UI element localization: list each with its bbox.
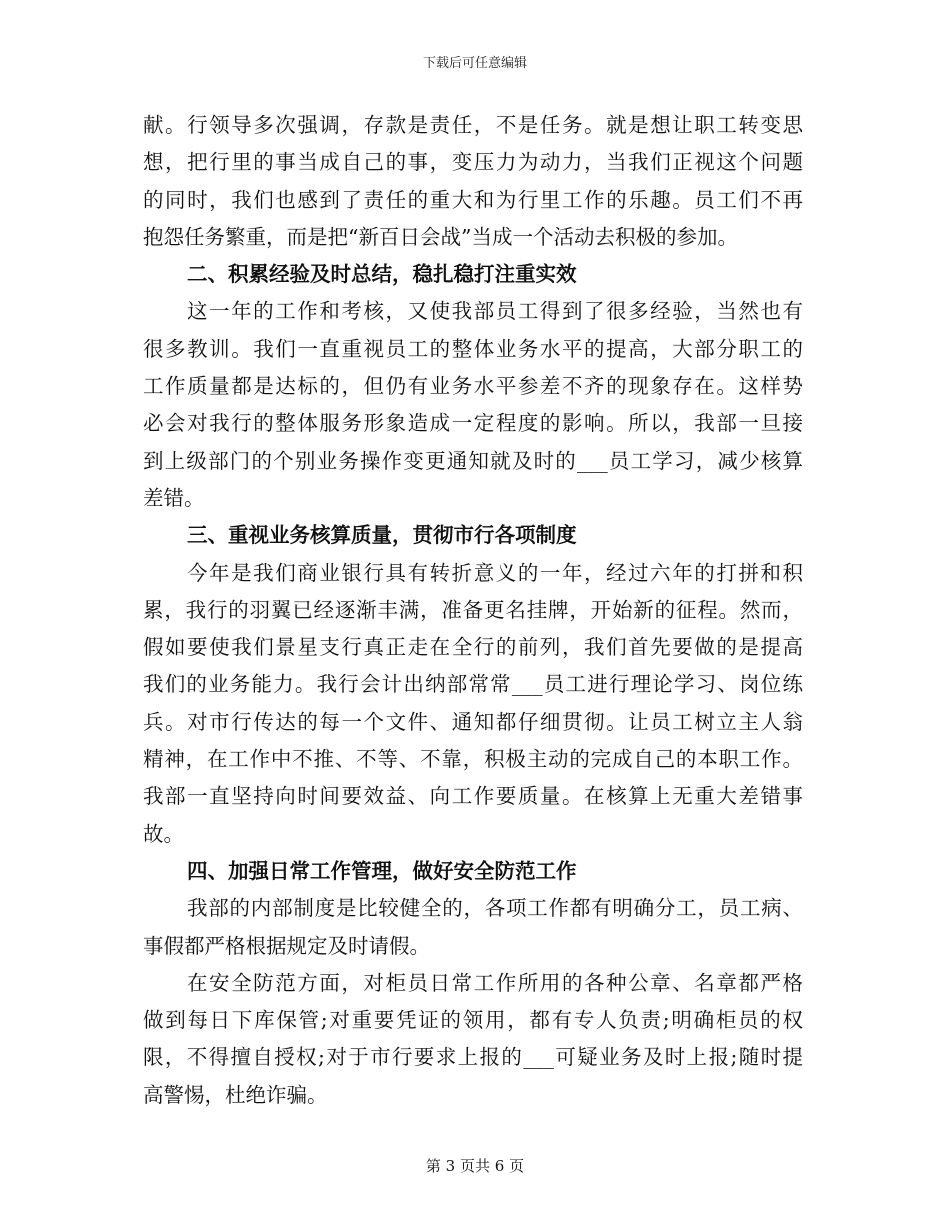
paragraph-line: 我部的内部制度是比较健全的，各项工作都有明确分工，员工病、 <box>187 896 803 921</box>
paragraph-line: 必会对我行的整体服务形象造成一定程度的影响。所以，我部一旦接 <box>143 411 803 436</box>
paragraph-line: 到上级部门的个别业务操作变更通知就及时的___员工学习，减少核算 <box>143 448 803 473</box>
paragraph-line: 在安全防范方面，对柜员日常工作所用的各种公章、名章都严格 <box>187 970 803 995</box>
paragraph-line: 累，我行的羽翼已经逐渐丰满，准备更名挂牌，开始新的征程。然而， <box>143 597 803 622</box>
section-heading: 四、加强日常工作管理，做好安全防范工作 <box>187 858 577 883</box>
paragraph-line: 限，不得擅自授权;对于市行要求上报的___可疑业务及时上报;随时提 <box>143 1045 803 1070</box>
section-heading: 二、积累经验及时总结，稳扎稳打注重实效 <box>187 262 577 287</box>
paragraph-line: 工作质量都是达标的，但仍有业务水平参差不齐的现象存在。这样势 <box>143 374 803 399</box>
paragraph-line: 兵。对市行传达的每一个文件、通知都仔细贯彻。让员工树立主人翁 <box>143 709 803 734</box>
paragraph-line: 假如要使我们景星支行真正走在全行的前列，我们首先要做的是提高 <box>143 635 803 660</box>
paragraph-line: 精神，在工作中不推、不等、不靠，积极主动的完成自己的本职工作。 <box>143 747 803 772</box>
paragraph-line: 我部一直坚持向时间要效益、向工作要质量。在核算上无重大差错事 <box>143 784 803 809</box>
paragraph-line: 我们的业务能力。我行会计出纳部常常___员工进行理论学习、岗位练 <box>143 672 803 697</box>
document-body <box>143 107 803 1114</box>
paragraph-line: 的同时，我们也感到了责任的重大和为行里工作的乐趣。员工们不再 <box>143 187 803 212</box>
page-header: 下载后可任意编辑 <box>422 56 527 71</box>
paragraph-line: 高警惕，杜绝诈骗。 <box>143 1082 328 1107</box>
paragraph-line: 想，把行里的事当成自己的事，变压力为动力，当我们正视这个问题 <box>143 150 803 175</box>
page-footer: 第 3 页共 6 页 <box>425 1157 525 1175</box>
paragraph-line: 这一年的工作和考核，又使我部员工得到了很多经验，当然也有 <box>187 299 803 324</box>
paragraph-line: 故。 <box>143 821 184 846</box>
paragraph-line: 差错。 <box>143 485 205 510</box>
paragraph-line: 献。行领导多次强调，存款是责任，不是任务。就是想让职工转变思 <box>143 113 803 137</box>
paragraph-line: 抱怨任务繁重，而是把“新百日会战”当成一个活动去积极的参加。 <box>143 224 738 249</box>
paragraph-line: 很多教训。我们一直重视员工的整体业务水平的提高，大部分职工的 <box>143 336 803 361</box>
paragraph-line: 做到每日下库保管;对重要凭证的领用，都有专人负责;明确柜员的权 <box>143 1008 803 1033</box>
paragraph-line: 今年是我们商业银行具有转折意义的一年，经过六年的打拼和积 <box>187 560 803 585</box>
paragraph-line: 事假都严格根据规定及时请假。 <box>143 933 430 958</box>
section-heading: 三、重视业务核算质量，贯彻市行各项制度 <box>187 523 577 548</box>
